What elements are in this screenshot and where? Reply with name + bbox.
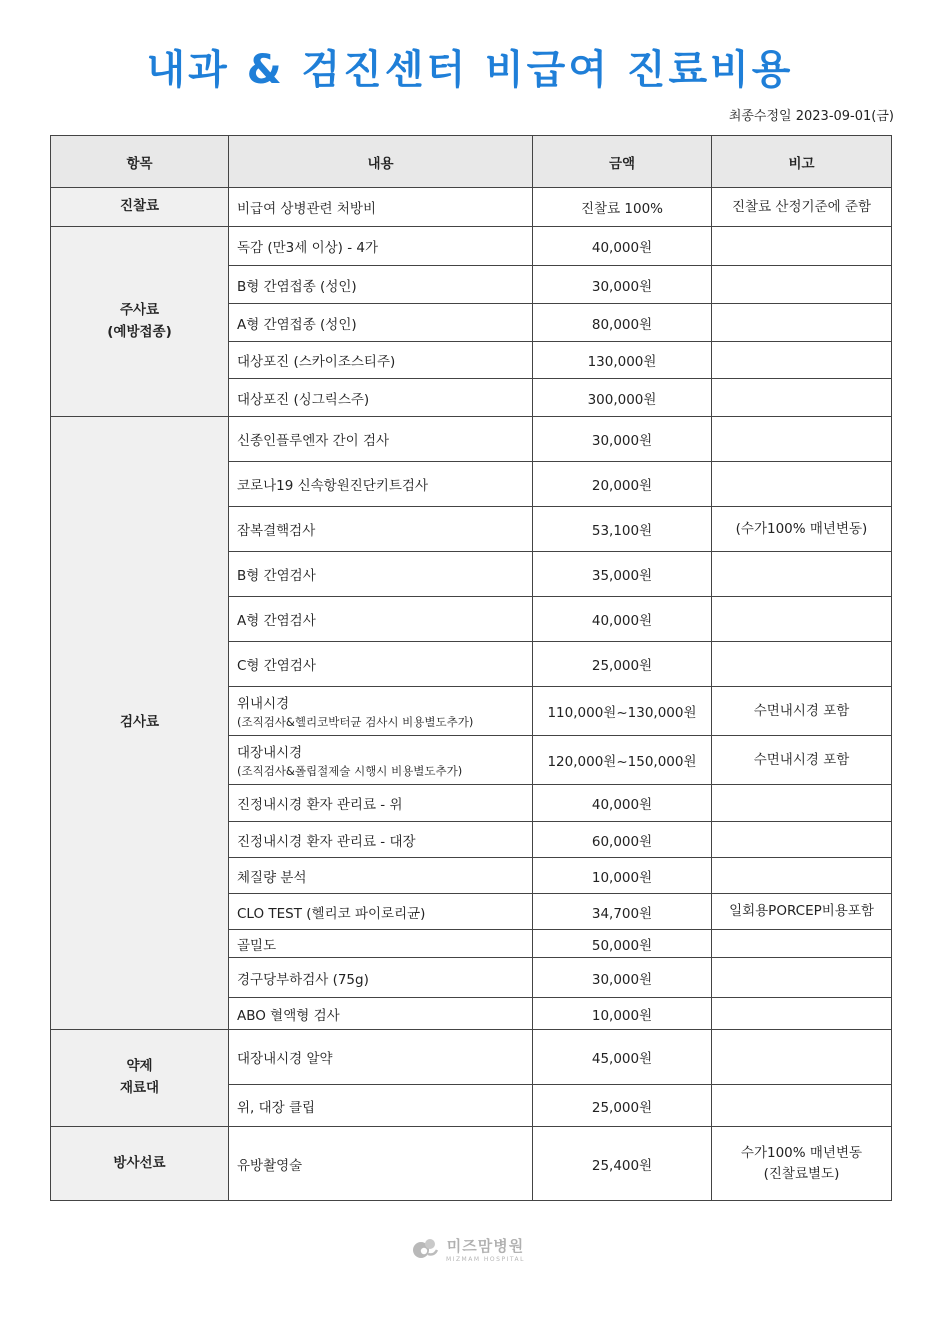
row-note	[712, 304, 892, 342]
row-content: 신종인플루엔자 간이 검사	[229, 417, 533, 462]
table-row	[51, 1127, 892, 1201]
row-content: 독감 (만3세 이상) - 4가	[229, 227, 533, 266]
row-note	[712, 227, 892, 266]
fee-table	[50, 135, 892, 1201]
category-injection	[51, 227, 229, 417]
row-content	[229, 687, 533, 736]
row-note: (수가100% 매년변동)	[712, 507, 892, 552]
category-drug-line2: 재료대	[119, 1080, 160, 1096]
row-content: 진정내시경 환자 관리료 - 위	[229, 785, 533, 822]
table-row	[51, 1030, 892, 1085]
row-amount: 50,000원	[533, 930, 712, 958]
row-note	[712, 785, 892, 822]
row-content-main: 위내시경	[237, 696, 290, 712]
row-content: 위, 대장 클립	[229, 1085, 533, 1127]
row-amount: 45,000원	[533, 1030, 712, 1085]
category-injection-line2: (예방접종)	[107, 323, 172, 340]
row-content: 잠복결핵검사	[229, 507, 533, 552]
row-content: C형 간염검사	[229, 642, 533, 687]
row-note	[712, 462, 892, 507]
row-amount: 25,000원	[533, 1085, 712, 1127]
table-row	[51, 227, 892, 266]
row-content: 골밀도	[229, 930, 533, 958]
row-amount: 110,000원~130,000원	[533, 687, 712, 736]
row-note	[712, 822, 892, 858]
row-note	[712, 930, 892, 958]
row-note: 진찰료 산정기준에 준함	[712, 188, 892, 227]
row-content: ABO 혈액형 검사	[229, 998, 533, 1030]
category-injection-line1: 주사료	[119, 301, 160, 318]
row-content: 경구당부하검사 (75g)	[229, 958, 533, 998]
row-content: 대상포진 (스카이조스티주)	[229, 342, 533, 379]
category-exam: 진찰료	[51, 188, 229, 227]
row-amount: 10,000원	[533, 858, 712, 894]
table-header-row	[51, 136, 892, 188]
row-amount: 34,700원	[533, 894, 712, 930]
row-note	[712, 998, 892, 1030]
row-amount: 20,000원	[533, 462, 712, 507]
row-content	[229, 736, 533, 785]
row-content: B형 간염접종 (성인)	[229, 266, 533, 304]
row-content: CLO TEST (헬리코 파이로리균)	[229, 894, 533, 930]
row-amount: 130,000원	[533, 342, 712, 379]
row-note: 수면내시경 포함	[712, 736, 892, 785]
category-test: 검사료	[51, 417, 229, 1030]
row-content: 진정내시경 환자 관리료 - 대장	[229, 822, 533, 858]
row-note	[712, 1127, 892, 1201]
row-note: 수면내시경 포함	[712, 687, 892, 736]
row-note	[712, 642, 892, 687]
row-note	[712, 1030, 892, 1085]
row-amount: 35,000원	[533, 552, 712, 597]
row-amount: 30,000원	[533, 266, 712, 304]
row-content-main: 대장내시경	[237, 745, 303, 761]
row-content: A형 간염검사	[229, 597, 533, 642]
row-amount: 진찰료 100%	[533, 188, 712, 227]
row-amount: 25,400원	[533, 1127, 712, 1201]
row-note	[712, 417, 892, 462]
row-note	[712, 342, 892, 379]
category-drug-line1: 약제	[126, 1058, 153, 1075]
row-content: 대장내시경 알약	[229, 1030, 533, 1085]
hospital-logo	[410, 1234, 525, 1264]
row-content: 대상포진 (싱그릭스주)	[229, 379, 533, 417]
header-amount: 금액	[533, 136, 712, 188]
hospital-logo-icon	[410, 1234, 440, 1264]
row-note	[712, 597, 892, 642]
header-note: 비고	[712, 136, 892, 188]
row-amount: 10,000원	[533, 998, 712, 1030]
row-note: 일회용PORCEP비용포함	[712, 894, 892, 930]
row-note	[712, 266, 892, 304]
category-radiology: 방사선료	[51, 1127, 229, 1201]
category-drug	[51, 1030, 229, 1127]
row-note-line1: 수가100% 매년변동	[740, 1145, 863, 1162]
row-amount: 80,000원	[533, 304, 712, 342]
row-amount: 40,000원	[533, 597, 712, 642]
row-note-line2: (진찰료별도)	[763, 1165, 840, 1182]
row-amount: 40,000원	[533, 227, 712, 266]
last-updated-date: 최종수정일 2023-09-01(금)	[728, 109, 894, 124]
header-content: 내용	[229, 136, 533, 188]
row-content: 코로나19 신속항원진단키트검사	[229, 462, 533, 507]
row-note	[712, 1085, 892, 1127]
row-note	[712, 958, 892, 998]
row-amount: 25,000원	[533, 642, 712, 687]
row-content: B형 간염검사	[229, 552, 533, 597]
row-content-sub: (조직검사&폴립절제술 시행시 비용별도추가)	[237, 764, 463, 778]
row-note	[712, 858, 892, 894]
row-amount: 30,000원	[533, 417, 712, 462]
header-category: 항목	[51, 136, 229, 188]
row-content-sub: (조직검사&헬리코박터균 검사시 비용별도추가)	[237, 715, 474, 729]
row-amount: 120,000원~150,000원	[533, 736, 712, 785]
row-content: 체질량 분석	[229, 858, 533, 894]
row-amount: 40,000원	[533, 785, 712, 822]
row-note	[712, 552, 892, 597]
page-title: 내과 & 검진센터 비급여 진료비용	[146, 47, 794, 93]
table-row	[51, 417, 892, 462]
row-note	[712, 379, 892, 417]
row-content: A형 간염접종 (성인)	[229, 304, 533, 342]
hospital-logo-subtitle: MIZMAM HOSPITAL	[446, 1256, 525, 1263]
table-row	[51, 188, 892, 227]
hospital-logo-name: 미즈맘병원	[446, 1237, 525, 1255]
row-amount: 300,000원	[533, 379, 712, 417]
row-content: 비급여 상병관련 처방비	[229, 188, 533, 227]
row-amount: 30,000원	[533, 958, 712, 998]
row-amount: 53,100원	[533, 507, 712, 552]
row-content: 유방촬영술	[229, 1127, 533, 1201]
row-amount: 60,000원	[533, 822, 712, 858]
